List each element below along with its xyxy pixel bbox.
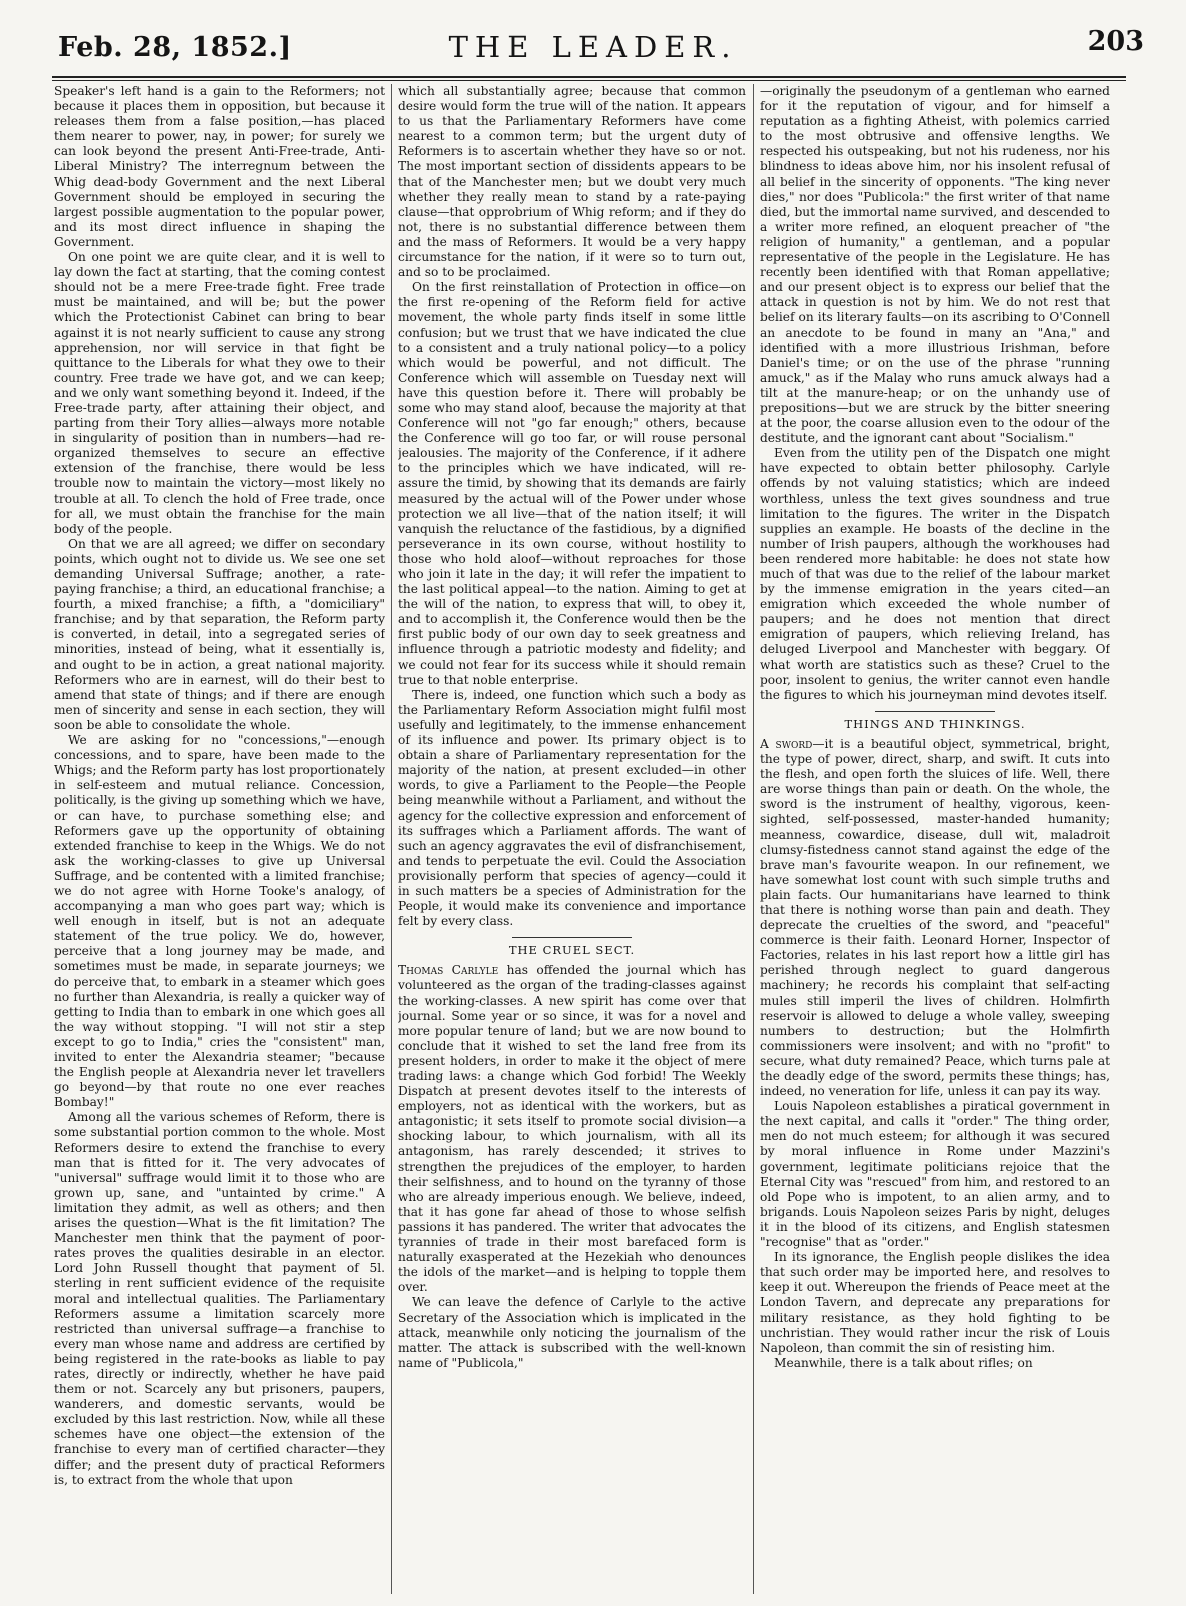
column-2	[398, 84, 746, 1594]
masthead-rule	[52, 76, 1126, 81]
page-number: 203	[1087, 26, 1144, 57]
masthead	[30, 20, 1156, 76]
paragraph-text: —it is a beautiful object, symmetrical, bright, the type of power, direct, sharp, and swift. It cuts into the flesh, and open forth the sluices of life. Well, there are worse things than pain or death. On the whole, the sword is the instrument of healthy, vigorous, keen-sighted, self-possessed, master-handed humanity; meanness, cowardice, disease, dull wit, maladroit clumsy-fistedness cannot stand against the edge of the brave man's favourite weapon. In our refinement, we have somewhat lost count with such simple truths and plain facts. Our humanitarians have learned to think that there is nothing worse than pain and death. They deprecate the cruelties of the sword, and "peaceful" commerce is their faith. Leonard Horner, Inspector of Factories, relates in his last report how a little girl has perished through neglect to guard dangerous machinery; he records his complaint that self-acting mules still imperil the lives of children. Holmfirth reservoir is allowed to deluge a whole valley, sweeping numbers to destruction; but the Holmfirth commissioners were insolvent; and with no "profit" to secure, what duty remained? Peace, which turns pale at the deadly edge of the sword, permits these things; has, indeed, no veneration for life, unless it can pay its way.	[760, 736, 1110, 1099]
section-rule	[512, 937, 632, 938]
paragraph: We are asking for no "concessions,"—enough concessions, and to spare, have been made to the Whigs; and the Reform party has lost proportionately in self-esteem and mutual reliance. Concession, politically, is the giving up something which we have, or can have, to purchase something else; and Reformers gave up the opportunity of obtaining extended franchise to keep in the Whigs. We do not ask the working-classes to give up Universal Suffrage, and be contented with a limited franchise; we do not agree with Horne Tooke's analogy, of accompanying a man who goes part way; which is well enough in itself, but is not an adequate statement of the true policy. We do, however, perceive that a long journey may be made, and sometimes must be made, in separate journeys; we do perceive that, to embark in a steamer which goes no further than Alexandria, is really a quicker way of getting to India than to embark in one which goes all the way without stopping. "I will not stir a step except to go to India," cries the "consistent" man, invited to enter the Alexandria steamer; "because the English people at Alexandria never let travellers go beyond—by that route no one ever reaches Bombay!"	[54, 733, 385, 1110]
paragraph: Louis Napoleon establishes a piratical government in the next capital, and calls it "order." The thing order, men do not much esteem; for although it was secured by moral influence in Rome under Mazzini's government, legitimate politicians rejoice that the Eternal City was "rescued" from him, and restored to an old Pope who is impotent, to an alien army, and to brigands. Louis Napoleon seizes Paris by night, deluges it in the blood of its citizens, and English statesmen "recognise" that as "order."	[760, 1099, 1110, 1250]
section-heading-cruel-sect: THE CRUEL SECT.	[508, 943, 636, 958]
paragraph: —originally the pseudonym of a gentleman who earned for it the reputation of vigour, and for himself a reputation as a fighting Atheist, with polemics carried to the most obtrusive and offensive lengths. We respected his outspeaking, but not his rudeness, nor his blindness to ideas above him, nor his insolent refusal of all belief in the sincerity of opponents. "The king never dies," nor does "Publicola:" the first writer of that name died, but the immortal name survived, and descended to a writer more refined, an eloquent preacher of "the religion of humanity," a gentleman, and a popular representative of the people in the Legislature. He has recently been identified with that Roman appellative; and our present object is to express our belief that the attack in question is not by him. We do not rest that belief on its literary faults—on its ascribing to O'Connell an anecdote to be found in many an "Ana," and identified with a more illustrious Irishman, before Daniel's time; or on the use of the phrase "running amuck," as if the Malay who runs amuck always had a tilt at the manure-heap; or on the unhandy use of prepositions—but we are struck by the bitter sneering at the poor, the coarse allusion even to the odour of the destitute, and the ignorant cant about "Socialism."	[760, 84, 1110, 446]
paragraph: We can leave the defence of Carlyle to the active Secretary of the Association which is implicated in the attack, meanwhile only noticing the journalism of the matter. The attack is subscribed with the well-known name of "Publicola,"	[398, 1295, 746, 1370]
paragraph: Meanwhile, there is a talk about rifles; on	[774, 1355, 1033, 1370]
section-lead-words: A sword	[760, 736, 813, 751]
paragraph	[398, 963, 746, 1295]
paragraph: On that we are all agreed; we differ on secondary points, which ought not to divide us. We see one set demanding Universal Suffrage; another, a rate-paying franchise; a third, an educational franchise; a fourth, a mixed franchise; a fifth, a "domiciliary" franchise; and by that separation, the Reform party is converted, in detail, into a segregated series of minorities, instead of being, what it essentially is, and ought to be in action, a great national majority. Reformers who are in earnest, will do their best to amend that state of things; and if there are enough men of sincerity and sense in each section, they will soon be able to consolidate the whole.	[54, 536, 385, 732]
section-lead-words: Thomas Carlyle	[398, 963, 499, 978]
paragraph: Even from the utility pen of the Dispatch one might have expected to obtain better philosophy. Carlyle offends by not valuing statistics; which are indeed worthless, unless the text gives soundness and true limitation to the figures. The writer in the Dispatch supplies an example. He boasts of the decline in the number of Irish paupers, although the workhouses had been rendered more habitable: he does not state how much of that was due to the relief of the labour market by the immense emigration in the years cited—an emigration which exceeded the whole number of paupers; and he does not mention that direct emigration of paupers, which relieving Ireland, has deluged Liverpool and Manchester with beggary. Of what worth are statistics such as these? Cruel to the poor, insolent to genius, the writer cannot even handle the figures to which his journeyman mind devotes itself.	[760, 446, 1110, 702]
newspaper-title: THE LEADER.	[448, 30, 738, 64]
column-3	[760, 84, 1110, 1594]
paragraph: which all substantially agree; because that common desire would form the true will of the nation. It appears to us that the Parliamentary Reformers have come nearest to a common term; but the urgent duty of Reformers is to ascertain whether they have so or not. The most important section of dissidents appears to be that of the Manchester men; but we doubt very much whether they really mean to stand by a rate-paying clause—that opprobrium of Whig reform; and if they do not, there is no substantial difference between them and the mass of Reformers. It would be a very happy circumstance for the nation, if it were so to turn out, and so to be proclaimed.	[398, 84, 746, 280]
paragraph-text: has offended the journal which has volunteered as the organ of the trading-classes against the working-classes. A new spirit has come over that journal. Some year or so since, it was for a novel and more popular tenure of land; but we are now bound to conclude that it wished to set the land free from its present holders, in order to make it the object of mere trading laws: a change which God forbid! The Weekly Dispatch at present devotes itself to the interests of employers, not as identical with the workers, but as antagonistic; it sets itself to promote social division—a shocking labour, to which journalism, with all its antagonism, has rarely descended; it strives to strengthen the prejudices of the employer, to harden their selfishness, and to hound on the tyranny of those who are already imperious enough. We believe, indeed, that it has gone far ahead of those to whose selfish passions it has pandered. The writer that advocates the tyrannies of trade in their most barefaced form is naturally exasperated at the Hezekiah who denounces the idols of the market—and is helping to topple them over.	[398, 963, 746, 1295]
paragraph: In its ignorance, the English people dislikes the idea that such order may be imported here, and resolves to keep it out. Whereupon the friends of Peace meet at the London Tavern, and deprecate any preparations for military resistance, as they hold fighting to be unchristian. They would rather incur the risk of Louis Napoleon, than commit the sin of resisting him.	[760, 1250, 1110, 1355]
paragraph: Among all the various schemes of Reform, there is some substantial portion common to the whole. Most Reformers desire to extend the franchise to every man that is fitted for it. The very advocates of "universal" suffrage would limit it to those who are grown up, sane, and "untainted by crime." A limitation they admit, as well as others; and then arises the question—What is the fit limitation? The Manchester men think that the payment of poor-rates proves the qualities desirable in an elector. Lord John Russell thought that payment of 5l. sterling in rent sufficient evidence of the requisite moral and intellectual qualities. The Parliamentary Reformers assume a limitation scarcely more restricted than universal suffrage—a franchise to every man whose name and address are certified by being registered in the rate-books as liable to pay rates, directly or indirectly, whether he have paid them or not. Scarcely any but prisoners, paupers, wanderers, and domestic servants, would be excluded by this last restriction. Now, while all these schemes have one object—the extension of the franchise to every man of certified character—they differ; and the present duty of practical Reformers is, to extract from the whole that upon	[54, 1110, 385, 1487]
column-divider	[391, 84, 392, 1594]
paragraph: There is, indeed, one function which such a body as the Parliamentary Reform Association might fulfil most usefully and legitimately, to the immense enhancement of its influence and power. Its primary object is to obtain a share of Parliamentary representation for the majority of the nation, at present excluded—in other words, to give a Parliament to the People—the People being meanwhile without a Parliament, and without the agency for the collective expression and enforcement of its suffrages which a Parliament affords. The want of such an agency aggravates the evil of disfranchisement, and tends to perpetuate the evil. Could the Association provisionally perform that species of agency—could it in such matters be a species of Administration for the People, it would make its convenience and importance felt by every class.	[398, 687, 746, 929]
section-rule	[875, 711, 995, 712]
issue-date: Feb. 28, 1852.]	[58, 32, 292, 63]
column-divider	[753, 84, 754, 1594]
section-heading-things-and-thinkings: THINGS AND THINKINGS.	[844, 716, 1026, 731]
paragraph: On one point we are quite clear, and it is well to lay down the fact at starting, that the coming contest should not be a mere Free-trade fight. Free trade must be maintained, and will be; but the power which the Protectionist Cabinet can bring to bear against it is not nearly sufficient to cause any strong apprehension, nor will service in that fight be quittance to the Liberals for what they owe to their country. Free trade we have got, and we can keep; and we only want something beyond it. Indeed, if the Free-trade party, after attaining their object, and parting from their Tory allies—always more notable in singularity of position than in numbers—had re-organized themselves to secure an effective extension of the franchise, there would be less trouble now to maintain the victory—most likely no trouble at all. To clench the hold of Free trade, once for all, we must obtain the franchise for the main body of the people.	[54, 250, 385, 536]
paragraph	[760, 737, 1110, 1099]
paragraph: On the first reinstallation of Protection in office—on the first re-opening of the Reform field for active movement, the whole party finds itself in some little confusion; but we trust that we have indicated the clue to a consistent and a truly national policy—to a policy which would be powerful, and not difficult. The Conference which will assemble on Tuesday next will have this question before it. There will probably be some who may stand aloof, because the majority at that Conference will not "go far enough;" others, because the Conference will go too far, or will rouse personal jealousies. The majority of the Conference, if it adhere to the principles which we have indicated, will re-assure the timid, by showing that its demands are fairly measured by the actual will of the Power under whose protection we all live—that of the nation itself; it will vanquish the reluctance of the fastidious, by a dignified perseverance in its own course, without hostility to those who hold aloof—without reproaches for those who join it late in the day; it will refer the impatient to the last political appeal—to the nation. Aiming to get at the will of the nation, to express that will, to obey it, and to accomplish it, the Conference would then be the first public body of our own day to seek greatness and influence through a patriotic modesty and fidelity; and we could not fear for its success while it should remain true to that noble enterprise.	[398, 280, 746, 687]
column-1	[54, 84, 385, 1594]
paragraph: Speaker's left hand is a gain to the Reformers; not because it places them in opposition, but because it releases them from a false position,—has placed them nearer to power, nay, in power; for surely we can look beyond the present Anti-Free-trade, Anti-Liberal Ministry? The interregnum between the Whig dead-body Government and the next Liberal Government should be employed in securing the largest possible augmentation to the popular power, and its most direct influence in shaping the Government.	[54, 84, 385, 249]
